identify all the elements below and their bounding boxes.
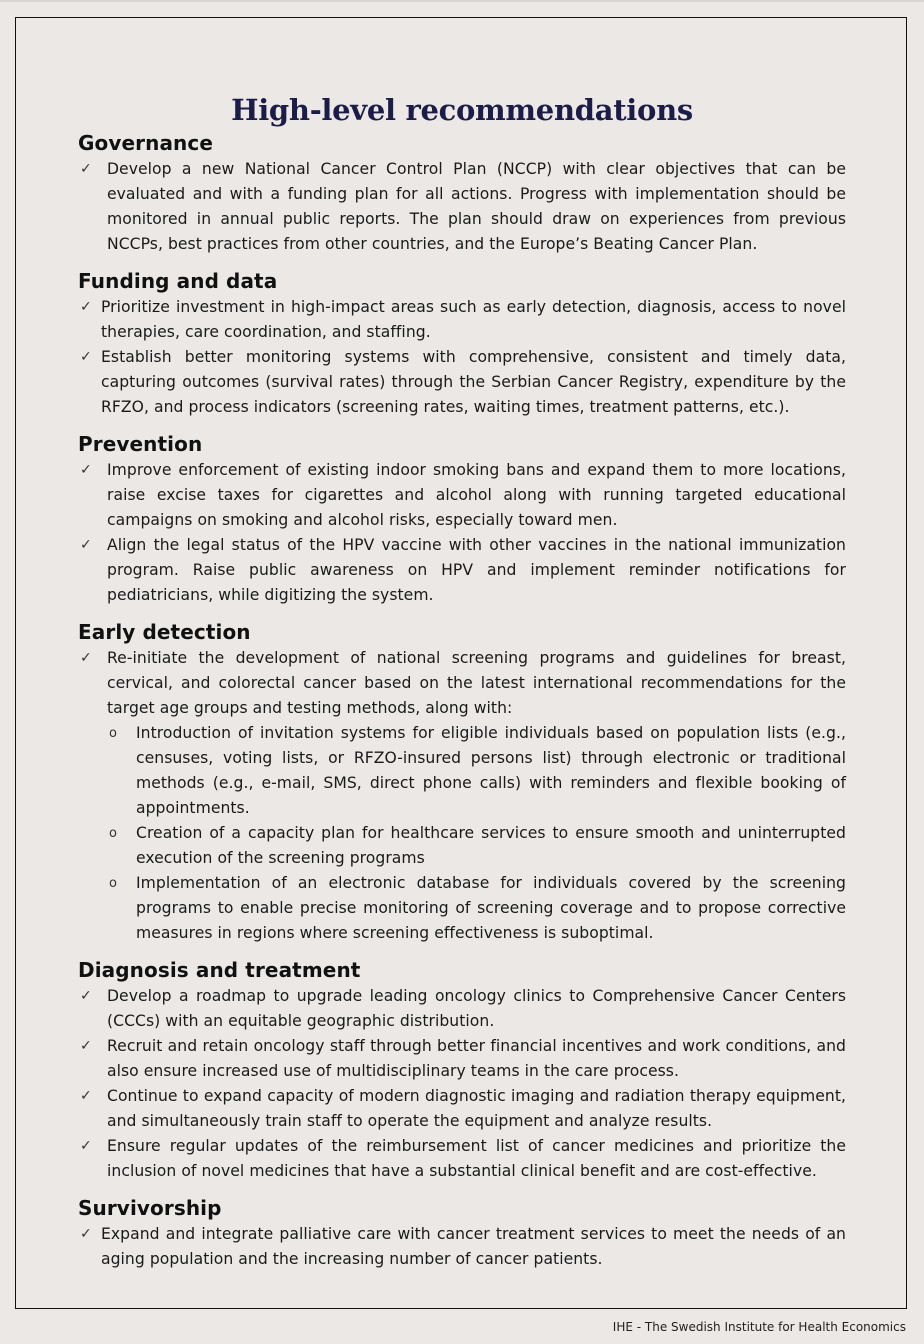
checkmark-icon: ✓	[80, 537, 92, 553]
recommendation-text: Develop a new National Cancer Control Plan (NCCP) with clear objectives that can be evaluated and with a funding plan for all actions. Progress with implementation should be monitored in annual public reports. The plan should draw on experiences from previous NCCPs, best practices from other countries, and the Europe’s Beating Cancer Plan.	[107, 160, 846, 253]
spacer	[78, 257, 846, 267]
spacer	[78, 946, 846, 956]
recommendation-list	[78, 646, 846, 946]
checkmark-icon: ✓	[80, 1088, 92, 1104]
section-diagnosis-and-treatment	[78, 956, 846, 1184]
recommendation-item	[78, 295, 846, 345]
checkmark-icon: ✓	[80, 349, 92, 365]
checkmark-icon: ✓	[80, 1138, 92, 1154]
checkmark-icon: ✓	[80, 1226, 92, 1242]
sub-recommendation-item	[107, 821, 846, 871]
recommendation-text: Improve enforcement of existing indoor smoking bans and expand them to more locations, raise excise taxes for cigarettes and alcohol along with running targeted educational campaigns on smoking and alcohol risks, especially toward men.	[107, 461, 846, 529]
section-prevention	[78, 430, 846, 608]
recommendation-text: Develop a roadmap to upgrade leading oncology clinics to Comprehensive Cancer Centers (CCCs) with an equitable geographic distribution.	[107, 987, 846, 1030]
recommendation-text: Recruit and retain oncology staff through better financial incentives and work conditions, and also ensure increased use of multidisciplinary teams in the care process.	[107, 1037, 846, 1080]
recommendation-text: Align the legal status of the HPV vaccine with other vaccines in the national immunization program. Raise public awareness on HPV and implement reminder notifications for pediatricians, while digitizing the system.	[107, 536, 846, 604]
sub-recommendation-item	[107, 721, 846, 821]
sub-recommendation-list	[107, 721, 846, 946]
recommendation-item	[78, 345, 846, 420]
recommendation-text: Continue to expand capacity of modern diagnostic imaging and radiation therapy equipment, and simultaneously train staff to operate the equipment and analyze results.	[107, 1087, 846, 1130]
section-survivorship	[78, 1194, 846, 1272]
recommendation-text: Prioritize investment in high-impact areas such as early detection, diagnosis, access to novel therapies, care coordination, and staffing.	[101, 298, 846, 341]
recommendation-item	[78, 533, 846, 608]
circle-bullet-icon: o	[109, 876, 118, 891]
recommendation-item	[78, 458, 846, 533]
circle-bullet-icon: o	[109, 726, 118, 741]
sub-recommendation-text: Introduction of invitation systems for eligible individuals based on population lists (e.g., censuses, voting lists, or RFZO-insured persons list) through electronic or traditional methods (e.g., e-mail, SMS, direct phone calls) with reminders and flexible booking of appointments.	[136, 724, 846, 817]
section-heading: Funding and data	[78, 269, 278, 293]
section-heading: Governance	[78, 131, 214, 155]
recommendation-text: Establish better monitoring systems with comprehensive, consistent and timely data, capturing outcomes (survival rates) through the Serbian Cancer Registry, expenditure by the RFZO, and process indicators (screening rates, waiting times, treatment patterns, etc.).	[101, 348, 846, 416]
sub-recommendation-item	[107, 871, 846, 946]
spacer	[78, 1184, 846, 1194]
recommendation-item	[78, 1034, 846, 1084]
spacer	[78, 420, 846, 430]
page-title: High-level recommendations	[231, 93, 693, 128]
recommendations-content	[78, 129, 846, 1272]
recommendation-list	[78, 458, 846, 608]
sub-recommendation-text: Creation of a capacity plan for healthcare services to ensure smooth and uninterrupted execution of the screening programs	[136, 824, 846, 867]
checkmark-icon: ✓	[80, 161, 92, 177]
section-heading: Early detection	[78, 620, 251, 644]
checkmark-icon: ✓	[80, 650, 92, 666]
spacer	[78, 608, 846, 618]
checkmark-icon: ✓	[80, 988, 92, 1004]
circle-bullet-icon: o	[109, 826, 118, 841]
checkmark-icon: ✓	[80, 299, 92, 315]
section-funding-and-data	[78, 267, 846, 420]
section-heading: Prevention	[78, 432, 203, 456]
recommendation-list	[78, 157, 846, 257]
checkmark-icon: ✓	[80, 1038, 92, 1054]
section-heading: Survivorship	[78, 1196, 222, 1220]
recommendation-text: Expand and integrate palliative care with cancer treatment services to meet the needs of an aging population and the increasing number of cancer patients.	[101, 1225, 846, 1268]
recommendation-list	[78, 1222, 846, 1272]
recommendation-item	[78, 984, 846, 1034]
recommendation-item	[78, 1084, 846, 1134]
recommendation-item	[78, 646, 846, 946]
recommendation-list	[78, 295, 846, 420]
recommendation-item	[78, 1134, 846, 1184]
section-early-detection	[78, 618, 846, 946]
top-divider	[0, 0, 924, 2]
recommendation-item	[78, 1222, 846, 1272]
checkmark-icon: ✓	[80, 462, 92, 478]
recommendation-item	[78, 157, 846, 257]
sub-recommendation-text: Implementation of an electronic database for individuals covered by the screening programs to enable precise monitoring of screening coverage and to propose corrective measures in regions where screening effectiveness is suboptimal.	[136, 874, 846, 942]
recommendation-text: Ensure regular updates of the reimbursement list of cancer medicines and prioritize the inclusion of novel medicines that have a substantial clinical benefit and are cost-effective.	[107, 1137, 846, 1180]
footer-attribution: IHE - The Swedish Institute for Health Economics	[612, 1320, 906, 1334]
recommendation-list	[78, 984, 846, 1184]
section-heading: Diagnosis and treatment	[78, 958, 361, 982]
section-governance	[78, 129, 846, 257]
recommendation-text: Re-initiate the development of national screening programs and guidelines for breast, cervical, and colorectal cancer based on the latest international recommendations for the target age groups and testing methods, along with:	[107, 649, 846, 717]
